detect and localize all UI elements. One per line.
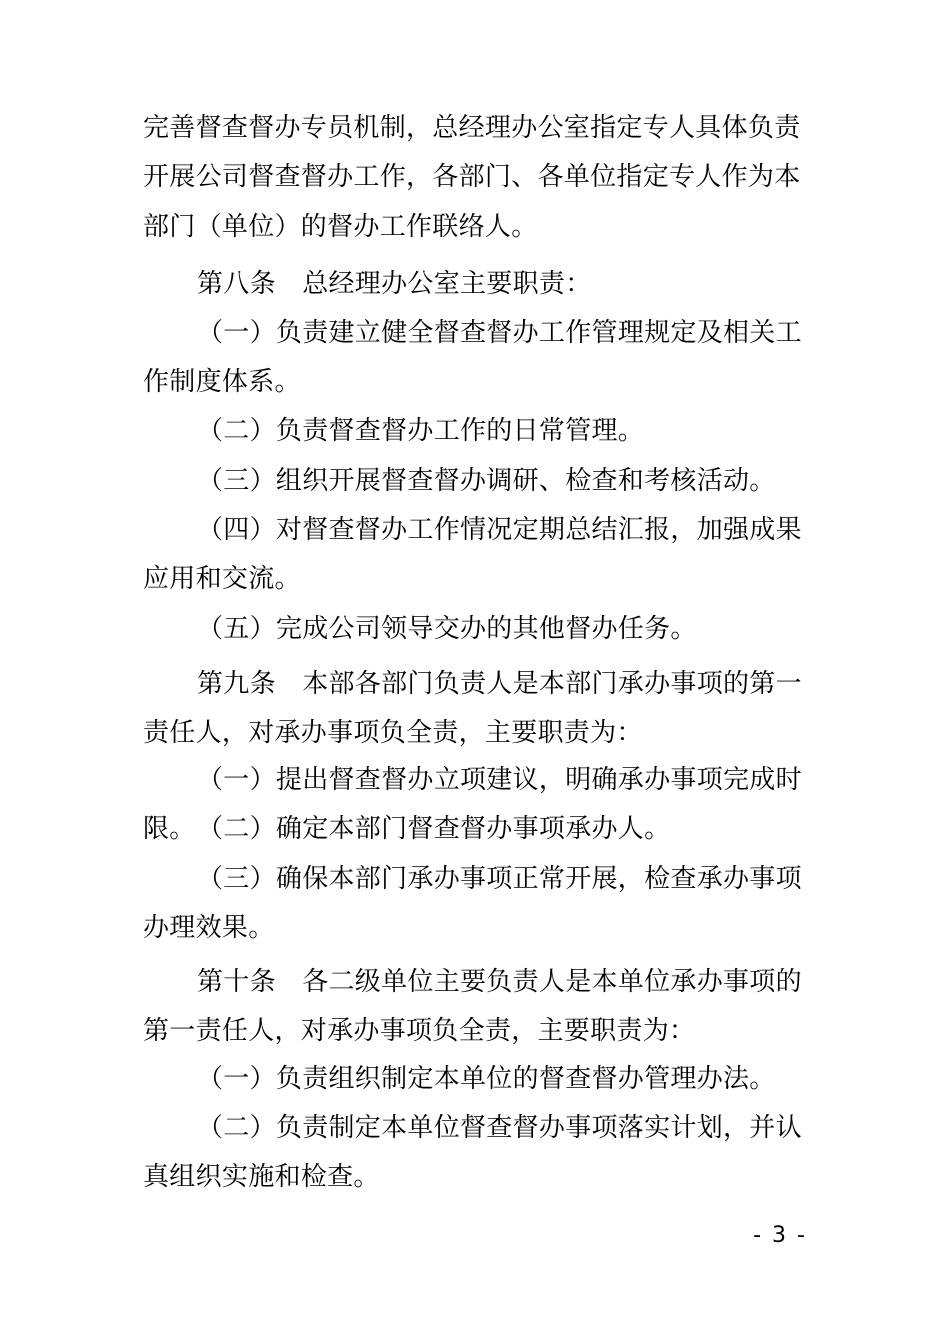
paragraph-intro: 完善督查督办专员机制，总经理办公室指定专人具体负责开展公司督查督办工作，各部门、各单位指定专人作为本部门（单位）的督办工作联络人。 <box>143 113 801 242</box>
article-9-item-1: （一）提出督查督办立项建议，明确承办事项完成时限。 <box>143 765 802 845</box>
article-10-item-2: （二）负责制定本单位督查督办事项落实计划，并认真组织实施和检查。 <box>143 1113 802 1193</box>
article-8-item-5: （五）完成公司领导交办的其他督办任务。 <box>197 614 697 644</box>
article-8-item-1: （一）负责建立健全督查督办工作管理规定及相关工作制度体系。 <box>143 318 802 398</box>
article-8-item-3: （三）组织开展督查督办调研、检查和考核活动。 <box>197 466 776 496</box>
article-10-item-1: （一）负责组织制定本单位的督查督办管理办法。 <box>197 1064 776 1094</box>
page-number: - 3 - <box>753 1223 807 1248</box>
article-8-item-4: （四）对督查督办工作情况定期总结汇报，加强成果应用和交流。 <box>143 515 802 595</box>
article-10-heading: 第十条 各二级单位主要负责人是本单位承办事项的第一责任人，对承办事项负全责，主要职责为： <box>143 967 802 1047</box>
article-8-heading: 第八条 总经理办公室主要职责： <box>197 269 592 299</box>
article-9-item-3: （三）确保本部门承办事项正常开展，检查承办事项办理效果。 <box>143 864 802 944</box>
article-8-item-2: （二）负责督查督办工作的日常管理。 <box>197 416 645 446</box>
article-9-item-2: （二）确定本部门督查督办事项承办人。 <box>197 814 671 844</box>
article-9-heading: 第九条 本部各部门负责人是本部门承办事项的第一责任人，对承办事项负全责，主要职责为： <box>143 669 802 749</box>
